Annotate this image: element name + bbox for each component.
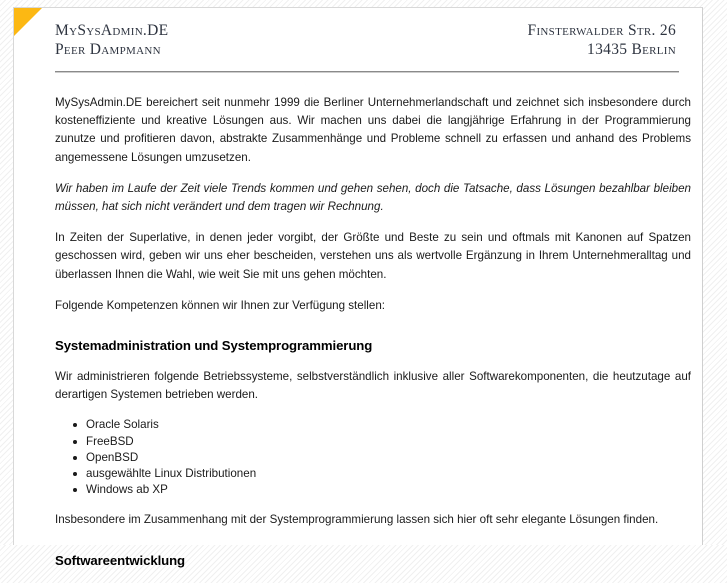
letterhead-city: 13435 Berlin	[587, 41, 676, 58]
document-page	[13, 7, 703, 568]
sysadmin-paragraph: Wir administrieren folgende Betriebssysteme, selbstverständlich inklusive aller Softwarekomponenten, die heutzutage auf derartigen Systemen betrieben werden.	[55, 370, 691, 402]
superlative-paragraph: In Zeiten der Superlative, in denen jeder vorgibt, der Größte und Beste zu sein und oftmals mit Kanonen auf Spatzen geschossen wird, geben wir uns eher bescheiden, verstehen uns als wertvolle Ergänzung in Ihrem Unternehmeralltag und überlassen Ihnen die Wahl, wie weit Sie mit uns gehen möchten.	[55, 231, 691, 281]
sysprog-paragraph: Insbesondere im Zusammenhang mit der Systemprogrammierung lassen sich hier oft sehr elegante Lösungen finden.	[55, 513, 659, 527]
heading-systemadministration: Systemadministration und Systemprogrammierung	[55, 338, 373, 354]
heading-softwareentwicklung: Softwareentwicklung	[55, 552, 185, 568]
letterhead-street: Finsterwalder Str. 26	[527, 22, 676, 39]
header-divider-rule	[55, 71, 679, 73]
letterhead-company-name: MySysAdmin.DE	[55, 22, 169, 39]
list-item: FreeBSD	[86, 434, 691, 450]
letterhead	[14, 16, 704, 64]
list-item: ausgewählte Linux Distributionen	[86, 466, 691, 482]
letterhead-company-block	[55, 21, 168, 59]
trends-paragraph: Wir haben im Laufe der Zeit viele Trends kommen und gehen sehen, doch die Tatsache, dass Lösungen bezahlbar bleiben müssen, hat sich nicht verändert und dem tragen wir Rechnung.	[55, 181, 691, 214]
list-item: Oracle Solaris	[86, 417, 691, 433]
document-body	[55, 94, 691, 583]
list-item: OpenBSD	[86, 450, 691, 466]
letterhead-address-block	[528, 21, 676, 59]
letterhead-person-name: Peer Dampmann	[55, 41, 161, 58]
list-item: Windows ab XP	[86, 482, 691, 498]
intro-paragraph: MySysAdmin.DE bereichert seit nunmehr 1999 die Berliner Unternehmerlandschaft und zeichnet sich insbesondere durch kosteneffiziente und kreative Lösungen aus. Wir machen uns dabei die langjährige Erfahrung in der Programmierung zunutze und profitieren davon, abstrakte Zusammenhänge und Probleme schnell zu erfassen und anhand des Problems angemessene Lösungen umzusetzen.	[55, 96, 691, 164]
operating-systems-list	[55, 417, 691, 498]
competencies-lead-paragraph: Folgende Kompetenzen können wir Ihnen zur Verfügung stellen:	[55, 298, 385, 312]
